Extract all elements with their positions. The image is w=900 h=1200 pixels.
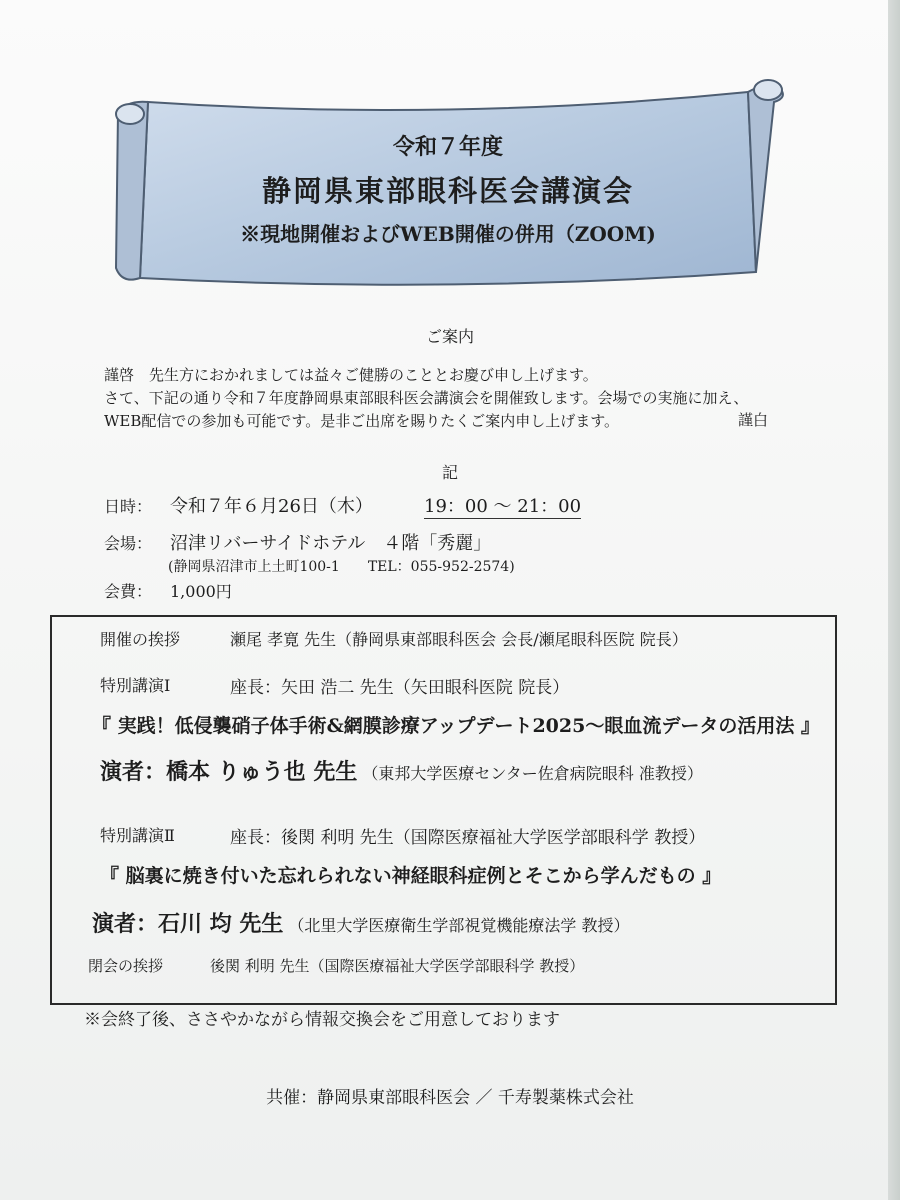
greeting-line-3: WEB配信での参加も可能です。是非ご出席を賜りたくご案内申し上げます。 [104, 412, 619, 430]
fee-label: 会費： [104, 582, 153, 601]
time-value: 19：00 ～ 21：00 [424, 492, 581, 519]
closing-label: 閉会の挨拶 [88, 957, 164, 975]
date-value: 令和７年６月26日（木） [170, 496, 373, 517]
opening-label: 開催の挨拶 [100, 630, 181, 649]
after-party-note: ※会終了後、ささやかながら情報交換会をご用意しております [84, 1010, 560, 1030]
event-format: ※現地開催およびWEB開催の併用（ZOOM) [240, 222, 656, 246]
venue-value: 沼津リバーサイドホテル ４階「秀麗」 [170, 533, 492, 554]
co-sponsors: 共催：静岡県東部眼科医会 ／ 千寿製薬株式会社 [266, 1088, 634, 1108]
announcement-heading: ご案内 [425, 327, 474, 346]
venue-label: 会場： [104, 534, 153, 553]
greeting-line-1: 謹啓 先生方におかれましては益々ご健勝のこととお慶び申し上げます。 [104, 366, 598, 384]
fee-value: 1,000円 [170, 582, 232, 601]
date-label: 日時： [104, 497, 153, 516]
lecture2-speaker: 演者：石川 均 先生 [92, 911, 284, 937]
lecture1-speaker: 演者：橋本 りゅう也 先生 [100, 759, 358, 785]
fiscal-year: 令和７年度 [392, 134, 503, 160]
page-edge [888, 0, 900, 1200]
lecture2-speaker-row [92, 907, 630, 938]
lecture2-chair: 座長：後関 利明 先生（国際医療福祉大学医学部眼科学 教授） [230, 828, 706, 848]
lecture1-affiliation: （東邦大学医療センター佐倉病院眼科 准教授） [362, 764, 703, 783]
lecture1-title: 『 実践！低侵襲硝子体手術&網膜診療アップデート2025～眼血流データの活用法 』 [92, 715, 820, 737]
venue-address: (静岡県沼津市上土町100-1 TEL：055-952-2574) [168, 559, 515, 575]
closing-word: 謹白 [738, 411, 769, 429]
lecture2-title: 『 脳裏に焼き付いた忘れられない神経眼科症例とそこから学んだもの 』 [100, 865, 722, 887]
greeting-line-2: さて、下記の通り令和７年度静岡県東部眼科医会講演会を開催致します。会場での実施に加え、 [104, 389, 749, 407]
title-banner [108, 72, 794, 304]
program-box [50, 615, 837, 1005]
lecture2-label: 特別講演Ⅱ [100, 826, 175, 845]
ki-heading: 記 [441, 463, 458, 482]
opening-person: 瀬尾 孝寛 先生（静岡県東部眼科医会 会長/瀬尾眼科医院 院長） [230, 630, 688, 649]
event-title: 静岡県東部眼科医会講演会 [261, 174, 634, 208]
lecture1-chair: 座長：矢田 浩二 先生（矢田眼科医院 院長） [230, 678, 570, 698]
lecture1-speaker-row [100, 755, 703, 786]
lecture1-label: 特別講演Ⅰ [100, 676, 171, 695]
closing-person: 後関 利明 先生（国際医療福祉大学医学部眼科学 教授） [210, 957, 585, 975]
greeting-text [104, 364, 774, 433]
lecture2-affiliation: （北里大学医療衛生学部視覚機能療法学 教授） [288, 916, 630, 935]
banner-text [168, 130, 728, 247]
